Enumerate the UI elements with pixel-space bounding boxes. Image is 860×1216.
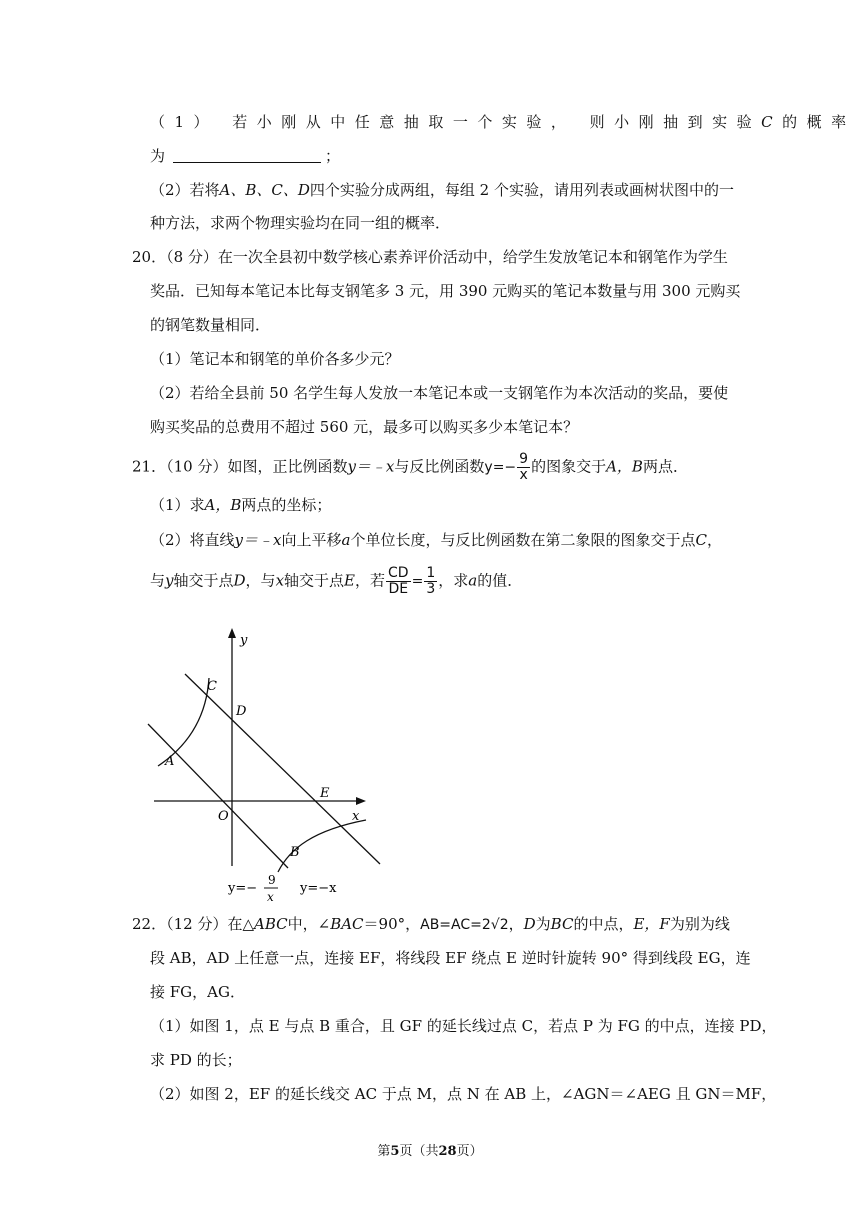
x-axis-arrow xyxy=(356,797,366,805)
y-axis-arrow xyxy=(228,628,236,638)
fraction-9-over-x: $\frac{9}{x}$ xyxy=(519,451,529,483)
q20-head: 20．（8 分）在一次全县初中数学核心素养评价活动中，给学生发放笔记本和钢笔作为学生 xyxy=(132,248,728,266)
page-footer: 第5页（共28页） xyxy=(377,1144,483,1159)
label-y: y xyxy=(240,633,248,648)
q22-part1-cont: 求 PD 的长； xyxy=(150,1051,242,1069)
q19-part1-line: （1） 若小刚从中任意抽取一个实验， 则小刚抽到实验C的概率 xyxy=(150,113,856,131)
label-x: x xyxy=(352,809,360,824)
q20-line3: 的钢笔数量相同． xyxy=(150,316,271,334)
q19-part2-cont: 种方法，求两个物理实验均在同一组的概率． xyxy=(150,214,451,232)
q21-head: 21．（10 分）如图，正比例函数y＝﹣x与反比例函数y=− $\frac{9}{x}$ 的图象交于A，B两点． xyxy=(132,451,688,483)
q22-head: 22．（12 分）在△ABC中，∠BAC＝90°，AB=AC=2√2，D为BC的中点，E，F为别为线 xyxy=(132,915,730,933)
caption-hyperbola-lhs: y=− xyxy=(228,881,258,896)
q20-part2-cont: 购买奖品的总费用不超过 560 元，最多可以购买多少本笔记本？ xyxy=(150,418,579,436)
q21-part1: （1）求A，B两点的坐标； xyxy=(150,496,332,514)
caption-line: y=−x xyxy=(300,881,337,896)
caption-hyperbola-den: x xyxy=(267,890,274,904)
q21-part2: （2）将直线y＝﹣x向上平移a个单位长度，与反比例函数在第二象限的图象交于点C， xyxy=(150,531,722,549)
answer-blank[interactable] xyxy=(173,147,321,163)
q22-line2: 段 AB，AD 上任意一点，连接 EF，将线段 EF 绕点 E 逆时针旋转 90° 得到线段 EG，连 xyxy=(150,949,751,967)
label-D: D xyxy=(236,704,247,719)
label-C: C xyxy=(207,679,217,694)
shifted-line xyxy=(185,674,380,864)
q19-part2-line: （2）若将A、B、C、D四个实验分成两组，每组 2 个实验，请用列表或画树状图中的一 xyxy=(150,181,734,199)
coordinate-figure xyxy=(130,620,390,910)
q20-part1: （1）笔记本和钢笔的单价各多少元？ xyxy=(150,350,400,368)
line-y-neg-x xyxy=(148,724,288,868)
label-A: A xyxy=(165,754,175,769)
label-B: B xyxy=(290,845,300,860)
q19-part1-answer-line: 为 ； xyxy=(150,147,341,165)
caption-hyperbola-num: 9 xyxy=(268,873,276,887)
hyperbola-branch-upper-left xyxy=(158,678,209,766)
q20-part2: （2）若给全县前 50 名学生每人发放一本笔记本或一支钢笔作为本次活动的奖品，要使 xyxy=(150,384,729,402)
q22-part1: （1）如图 1，点 E 与点 B 重合，且 GF 的延长线过点 C，若点 P 为 FG 的中点，连接 PD， xyxy=(150,1017,777,1035)
q20-line2: 奖品．已知每本笔记本比每支钢笔多 3 元，用 390 元购买的笔记本数量与用 300 元购买 xyxy=(150,282,741,300)
q22-part2: （2）如图 2，EF 的延长线交 AC 于点 M，点 N 在 AB 上，∠AGN＝∠AEG 且 GN＝MF， xyxy=(150,1085,777,1103)
label-E: E xyxy=(320,786,330,801)
fraction-1-over-3: $\frac{1}{3}$ xyxy=(426,565,436,597)
page-total: 28 xyxy=(438,1144,457,1159)
fraction-cd-over-de: $\frac{CD}{DE}$ xyxy=(388,565,409,597)
page-number: 5 xyxy=(390,1144,400,1159)
q22-line3: 接 FG，AG． xyxy=(150,983,245,1001)
label-O: O xyxy=(218,809,229,824)
q21-part2-cont: 与y轴交于点D，与x轴交于点E，若 $\frac{CD}{DE}$ = $\frac{1}{3}$ ，求a的值． xyxy=(150,565,523,597)
